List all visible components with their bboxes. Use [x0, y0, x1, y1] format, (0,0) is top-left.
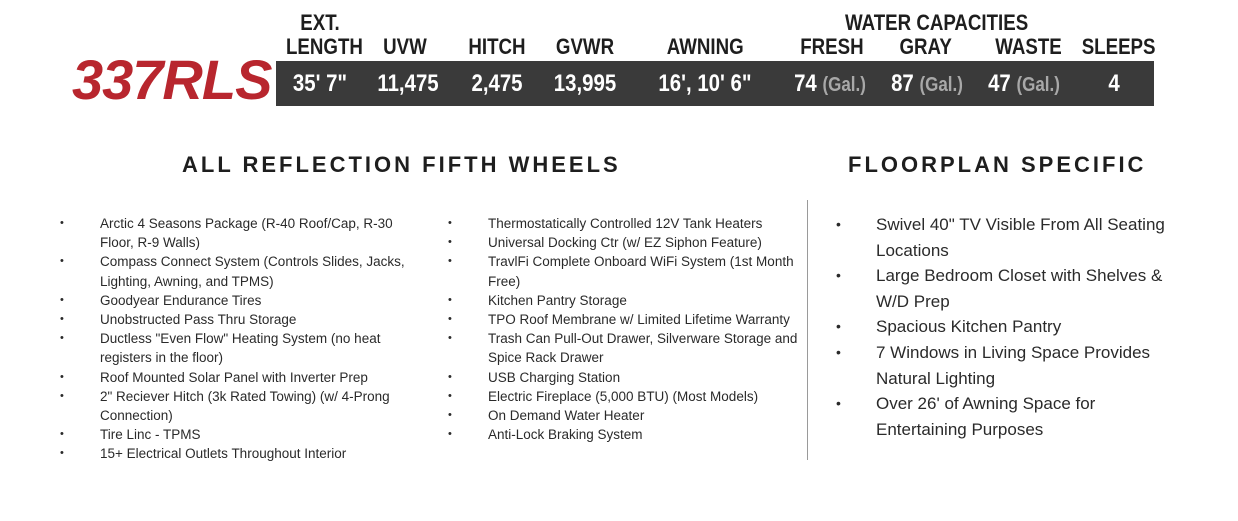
floorplan-features-list	[836, 212, 1181, 442]
list-item: • USB Charging Station	[448, 368, 810, 387]
value-gray-unit: (Gal.)	[919, 74, 963, 96]
header-sleeps: SLEEPS	[1081, 34, 1156, 59]
list-item: • Trash Can Pull-Out Drawer, Silverware Storage and Spice Rack Drawer	[448, 329, 810, 367]
list-item: • On Demand Water Heater	[448, 406, 810, 425]
list-item: • Kitchen Pantry Storage	[448, 291, 810, 310]
list-item: • Tire Linc - TPMS	[60, 425, 425, 444]
list-item: • Goodyear Endurance Tires	[60, 291, 425, 310]
header-waste: WASTE	[995, 34, 1062, 59]
list-item: • Swivel 40" TV Visible From All Seating Locations	[836, 212, 1181, 263]
list-item: • 15+ Electrical Outlets Throughout Interior	[60, 444, 425, 463]
header-uvw: UVW	[383, 34, 427, 59]
value-fresh-number: 74	[794, 70, 817, 97]
list-item: • Roof Mounted Solar Panel with Inverter Prep	[60, 368, 425, 387]
value-sleeps: 4	[1108, 70, 1120, 97]
header-awning: AWNING	[666, 34, 744, 59]
header-fresh: FRESH	[800, 34, 864, 59]
list-item: • Electric Fireplace (5,000 BTU) (Most Models)	[448, 387, 810, 406]
list-item: • Arctic 4 Seasons Package (R-40 Roof/Cap, R-30 Floor, R-9 Walls)	[60, 214, 425, 252]
value-waste-number: 47	[988, 70, 1011, 97]
header-gray: GRAY	[899, 34, 952, 59]
list-item: • Compass Connect System (Controls Slides, Jacks, Lighting, Awning, and TPMS)	[60, 252, 425, 290]
list-item: • 7 Windows in Living Space Provides Natural Lighting	[836, 340, 1181, 391]
all-features-title: ALL REFLECTION FIFTH WHEELS	[182, 152, 621, 177]
value-waste	[982, 71, 1067, 98]
list-item: • Thermostatically Controlled 12V Tank Heaters	[448, 214, 810, 233]
header-gvwr: GVWR	[555, 34, 615, 59]
list-item: • Spacious Kitchen Pantry	[836, 314, 1181, 340]
value-fresh	[788, 71, 873, 98]
value-gray	[885, 71, 970, 98]
value-fresh-unit: (Gal.)	[822, 74, 866, 96]
value-gvwr: 13,995	[553, 70, 617, 97]
value-gray-number: 87	[891, 70, 914, 97]
list-item: • Anti-Lock Braking System	[448, 425, 810, 444]
header-hitch: HITCH	[468, 34, 526, 59]
value-hitch: 2,475	[471, 70, 523, 97]
header-length: LENGTH	[286, 34, 363, 59]
list-item: • TPO Roof Membrane w/ Limited Lifetime Warranty	[448, 310, 810, 329]
list-item: • Large Bedroom Closet with Shelves & W/D Prep	[836, 263, 1181, 314]
floorplan-title: FLOORPLAN SPECIFIC	[848, 152, 1147, 177]
list-item: • TravlFi Complete Onboard WiFi System (1st Month Free)	[448, 252, 810, 290]
value-length: 35' 7"	[292, 70, 348, 97]
all-features-list-2	[448, 214, 810, 444]
value-uvw: 11,475	[377, 70, 439, 97]
model-name: 337RLS	[72, 48, 272, 111]
list-item: • 2" Reciever Hitch (3k Rated Towing) (w/ 4-Prong Connection)	[60, 387, 425, 425]
list-item: • Over 26' of Awning Space for Entertaining Purposes	[836, 391, 1181, 442]
header-ext: EXT.	[300, 10, 340, 35]
list-item: • Ductless "Even Flow" Heating System (no heat registers in the floor)	[60, 329, 425, 367]
all-features-list-1	[60, 214, 425, 464]
value-awning: 16', 10' 6"	[658, 70, 752, 97]
list-item: • Unobstructed Pass Thru Storage	[60, 310, 425, 329]
header-water-capacities: WATER CAPACITIES	[845, 10, 1029, 35]
list-item: • Universal Docking Ctr (w/ EZ Siphon Feature)	[448, 233, 810, 252]
value-waste-unit: (Gal.)	[1016, 74, 1060, 96]
